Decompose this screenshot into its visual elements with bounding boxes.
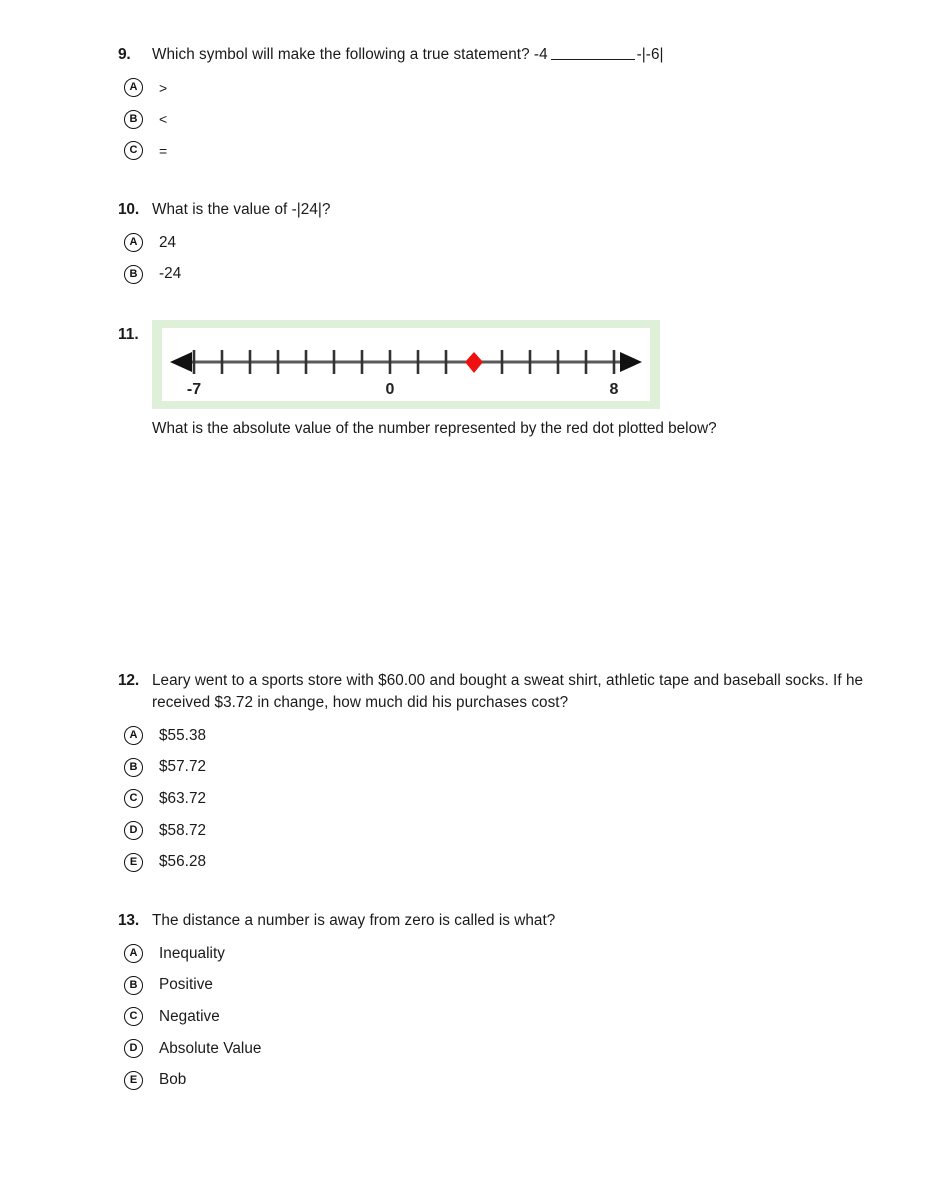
question-9-number: 9. bbox=[118, 46, 131, 63]
question-13-number: 13. bbox=[118, 912, 139, 929]
question-11-number: 11. bbox=[118, 326, 139, 343]
choice-12-a-label: $55.38 bbox=[159, 726, 207, 744]
tick-label-min: -7 bbox=[186, 381, 202, 398]
question-9-stem-before: Which symbol will make the following a true statement? -4 bbox=[152, 46, 548, 63]
tick-label-zero: 0 bbox=[385, 381, 395, 398]
question-10-text: What is the value of -|24|? bbox=[152, 201, 331, 218]
choice-12-b-label: $57.72 bbox=[159, 758, 207, 776]
bubble-b-icon[interactable]: B bbox=[124, 758, 143, 777]
bubble-a-icon[interactable]: A bbox=[124, 944, 143, 963]
choice-10-b-label: -24 bbox=[159, 265, 182, 283]
choice-13-e[interactable] bbox=[118, 1064, 878, 1096]
choice-12-d[interactable] bbox=[118, 815, 878, 847]
question-13-header bbox=[118, 910, 878, 932]
bubble-d-icon[interactable]: D bbox=[124, 1039, 143, 1058]
number-line-svg bbox=[162, 328, 650, 401]
choice-12-c-label: $63.72 bbox=[159, 789, 207, 807]
choice-9-c[interactable] bbox=[118, 135, 878, 167]
choice-12-d-label: $58.72 bbox=[159, 821, 207, 839]
bubble-e-icon[interactable]: E bbox=[124, 1071, 143, 1090]
question-9 bbox=[118, 44, 878, 167]
choice-13-c[interactable] bbox=[118, 1001, 878, 1033]
choice-9-b[interactable] bbox=[118, 104, 878, 136]
question-12-number: 12. bbox=[118, 672, 139, 689]
choice-10-b[interactable] bbox=[118, 259, 878, 291]
choice-9-b-label: < bbox=[159, 111, 168, 128]
bubble-c-icon[interactable]: C bbox=[124, 1007, 143, 1026]
choice-9-a[interactable] bbox=[118, 72, 878, 104]
question-10-number: 10. bbox=[118, 201, 139, 218]
question-12-header bbox=[118, 670, 878, 714]
arrow-left-icon bbox=[170, 352, 192, 372]
choice-10-a[interactable] bbox=[118, 227, 878, 259]
choice-13-a[interactable] bbox=[118, 938, 878, 970]
choice-12-c[interactable] bbox=[118, 783, 878, 815]
question-11-prompt: What is the absolute value of the number represented by the red dot plotted below? bbox=[152, 420, 717, 437]
bubble-b-icon[interactable]: B bbox=[124, 110, 143, 129]
arrow-right-icon bbox=[620, 352, 642, 372]
choice-12-a[interactable] bbox=[118, 720, 878, 752]
choice-10-a-label: 24 bbox=[159, 233, 177, 251]
question-10-choices bbox=[118, 227, 878, 290]
question-9-text bbox=[152, 44, 878, 66]
choice-13-b-label: Positive bbox=[159, 976, 213, 994]
number-line-figure bbox=[152, 320, 660, 409]
bubble-b-icon[interactable]: B bbox=[124, 265, 143, 284]
question-12 bbox=[118, 670, 878, 878]
question-9-header bbox=[118, 44, 878, 66]
bubble-e-icon[interactable]: E bbox=[124, 853, 143, 872]
choice-9-c-label: = bbox=[159, 142, 168, 159]
choice-12-e[interactable] bbox=[118, 846, 878, 878]
plotted-point-marker bbox=[465, 352, 483, 373]
bubble-b-icon[interactable]: B bbox=[124, 976, 143, 995]
bubble-c-icon[interactable]: C bbox=[124, 789, 143, 808]
question-13-text: The distance a number is away from zero is called is what? bbox=[152, 912, 556, 929]
number-line-canvas bbox=[162, 328, 650, 401]
question-12-choices bbox=[118, 720, 878, 878]
choice-13-c-label: Negative bbox=[159, 1007, 220, 1025]
question-9-choices bbox=[118, 72, 878, 167]
answer-blank bbox=[551, 48, 635, 60]
choice-12-e-label: $56.28 bbox=[159, 853, 207, 871]
bubble-c-icon[interactable]: C bbox=[124, 141, 143, 160]
question-9-stem-after: -|-6| bbox=[636, 46, 664, 63]
question-12-text: Leary went to a sports store with $60.00 and bought a sweat shirt, athletic tape and baseball socks. If he received $3.72 in change, how much did his purchases cost? bbox=[152, 672, 864, 711]
question-13 bbox=[118, 910, 878, 1096]
choice-12-b[interactable] bbox=[118, 752, 878, 784]
question-13-choices bbox=[118, 938, 878, 1096]
choice-13-d-label: Absolute Value bbox=[159, 1039, 262, 1057]
bubble-d-icon[interactable]: D bbox=[124, 821, 143, 840]
bubble-a-icon[interactable]: A bbox=[124, 726, 143, 745]
bubble-a-icon[interactable]: A bbox=[124, 233, 143, 252]
question-10 bbox=[118, 199, 878, 290]
choice-9-a-label: > bbox=[159, 79, 168, 96]
choice-13-a-label: Inequality bbox=[159, 944, 225, 962]
choice-13-e-label: Bob bbox=[159, 1071, 187, 1089]
choice-13-b[interactable] bbox=[118, 970, 878, 1002]
question-10-header bbox=[118, 199, 878, 221]
tick-label-max: 8 bbox=[609, 381, 619, 398]
choice-13-d[interactable] bbox=[118, 1033, 878, 1065]
bubble-a-icon[interactable]: A bbox=[124, 78, 143, 97]
